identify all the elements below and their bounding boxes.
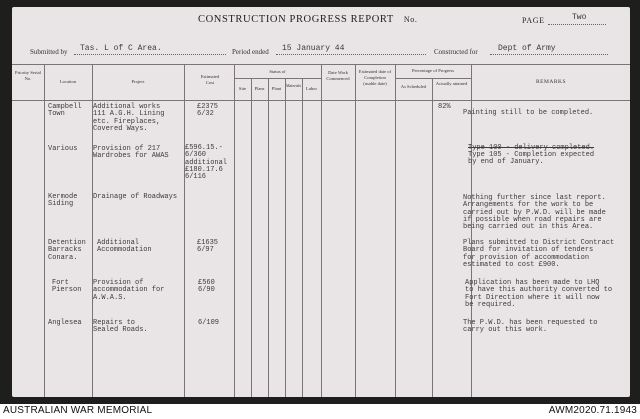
page-underline [548,24,606,25]
row-location: Fort Pierson [52,279,82,295]
header-date-commenced: Date Work Commenced [326,70,350,81]
row-remarks: Nothing further since last report. Arrangements for the work to be carried out by P.W.D. will be made if possible when road repairs are being carried out in this Area. [463,194,606,232]
header-materials: Materials [285,83,302,88]
header-status-of: Status of [269,69,286,74]
page-value: Two [572,13,587,22]
header-estimated-cost: Estimated Cost [200,74,220,85]
row-cost: £560 6/90 [198,279,215,295]
form-number-label: No. [403,15,418,24]
row-project: Additional works 111 A.G.H. Lining etc. Fireplaces, Covered Ways. [93,103,165,133]
row-cost: £1635 6/97 [197,239,219,255]
percentage-sub-rule [395,78,471,79]
header-plant: Plant [271,86,282,91]
row-remarks: Application has been made to LHQ to have this authority converted to Fort Direction where it will now be required. [465,279,613,309]
period-underline [276,54,426,55]
row-project: Drainage of Roadways [93,193,178,201]
submitted-value: Tas. L of C Area. [80,44,162,53]
period-label: Period ended [232,48,269,56]
col-rule [234,64,235,397]
constructed-value: Dept of Army [498,44,556,53]
row-location: Kermode Siding [48,193,78,209]
page-label: PAGE [522,16,545,25]
col-rule [268,78,269,397]
col-rule [184,64,185,397]
row-cost: £2375 6/32 [197,103,219,119]
header-percentage: Percentage of Progress [411,68,455,73]
row-remarks: Plans submitted to District Contract Board for invitation of tenders for provision of accommodation estimated to cost £900. [463,239,615,269]
row-remarks: Painting still to be completed. [463,109,594,117]
col-rule [285,78,286,397]
footer-accession-number: AWM2020.71.1943 [548,405,637,416]
row-location: Various [48,145,78,153]
submitted-label: Submitted by [30,48,68,56]
header-site: Site [238,86,247,91]
period-value: 15 January 44 [282,44,345,53]
header-estimated-completion: Estimated date of Completion (usable date) [358,69,392,86]
row-attained: 82% [438,103,451,111]
submitted-underline [74,54,226,55]
row-location: Campbell Town [48,103,82,119]
col-rule [355,64,356,397]
status-sub-rule [234,78,321,79]
header-project: Project [131,79,145,84]
row-remarks: The P.W.D. has been requested to carry out this work. [463,319,598,335]
row-remarks-struck: Type 100 - delivery completed. [468,144,595,152]
col-rule [395,64,396,397]
col-rule [251,78,252,397]
row-cost: £596.15.- 6/360 additional £180.17.6 6/116 [185,144,228,182]
row-cost: 6/109 [198,319,220,327]
form-title-text: CONSTRUCTION PROGRESS REPORT [198,14,394,25]
col-rule [302,78,303,397]
constructed-underline [490,54,608,55]
footer-institution: AUSTRALIAN WAR MEMORIAL [3,405,153,416]
form-title [198,14,417,25]
header-remarks: REMARKS [535,79,567,85]
row-project: Provision of 217 Wardrobes for AWAS [93,145,169,161]
row-project: Provision of accommodation for A.W.A.S. [93,279,165,302]
caption-bar [0,404,640,419]
header-labor: Labor [306,86,317,91]
row-location: Anglesea [48,319,82,327]
header-actually-attained: Actually attained [435,81,468,86]
col-rule [44,64,45,397]
row-project: Additional Accommodation [97,239,152,255]
col-rule [432,78,433,397]
header-plans: Plans [254,86,265,91]
header-as-scheduled: As Scheduled [400,84,427,89]
header-priority: Priority Serial No. [15,70,41,81]
constructed-label: Constructed for [434,48,478,56]
col-rule [321,64,322,397]
header-location: Location [59,79,77,84]
row-location: Detention Barracks Conara. [48,239,86,262]
row-project: Repairs to Sealed Roads. [93,319,148,335]
row-remarks: Type 105 - Completion expected by end of January. [468,151,595,167]
